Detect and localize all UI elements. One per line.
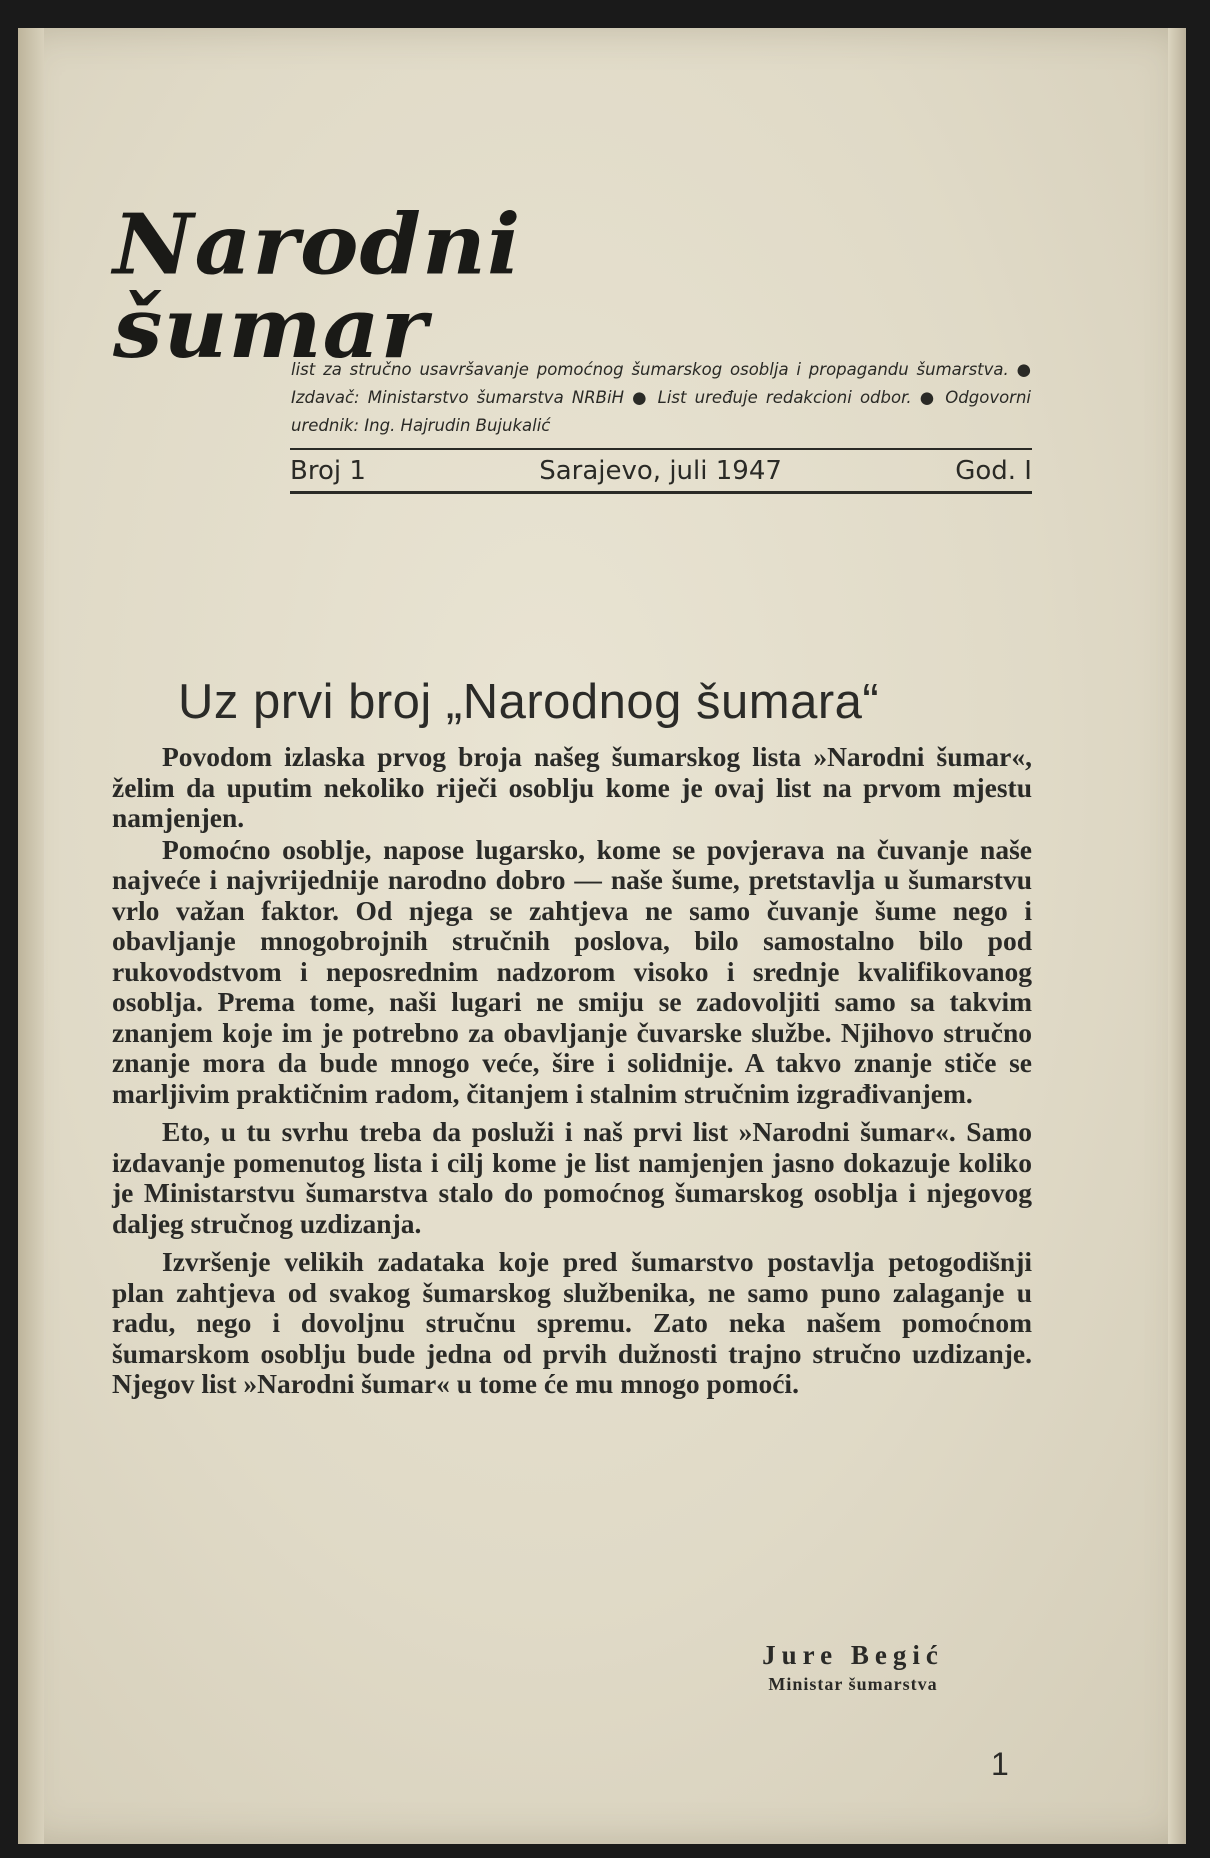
signature-name: Jure Begić [762, 1640, 944, 1670]
article-paragraph-4: Izvršenje velikih zadataka koje pred šumarstvo postavlja petogodišnji plan zahtjeva od svakog šumarskog službenika, ne samo puno zalaganje u radu, nego i dovoljnu stručnu spremu. Zato neka našem pomoćnom šumarskom osoblju bude jedna od prvih dužnosti trajno stručno uzdizanje. Njegov list »Narodni šumar« u tome će mu mnogo pomoći. [112, 1246, 1032, 1399]
issue-place-date: Sarajevo, juli 1947 [539, 455, 782, 486]
issue-year: God. I [955, 455, 1032, 486]
masthead-title: Narodni šumar [113, 194, 522, 378]
page-number: 1 [991, 1746, 1009, 1782]
article-title: Uz prvi broj „Narodnog šumara“ [178, 675, 880, 729]
signature-title: Ministar šumarstva [768, 1674, 938, 1694]
article-paragraph-2: Pomoćno osoblje, napose lugarsko, kome se povjerava na čuvanje naše najveće i najvrijednije narodno dobro — naše šume, pretstavlja u šumarstvu vrlo važan faktor. Od njega se zahtjeva ne samo čuvanje šume nego i obavljanje mnogobrojnih stručnih poslova, bilo samostalno bilo pod rukovodstvom i neposrednim nadzorom visoko i srednje kvalifikovanog osoblja. Prema tome, naši lugari ne smiju se zadovoljiti samo sa takvim znanjem koje im je potrebno za obavljanje čuvarske službe. Njihovo stručno znanje mora da bude mnogo veće, šire i solidnije. A takvo znanje stiče se marljivim praktičnim radom, čitanjem i stalnim stručnim izgrađivanjem. [112, 833, 1032, 1109]
masthead-subline: list za stručno usavršavanje pomoćnog šumarskog osoblja i propagandu šumarstva. ● Izdavač: Ministarstvo šumarstva NRBiH ● List uređuje redakcioni odbor. ● Odgovorni urednik: Ing. Hajrudin Bujukalić [291, 360, 1031, 435]
issue-bar [290, 448, 1032, 494]
document-page [18, 28, 1186, 1844]
page-binding-edge [18, 28, 44, 1844]
article-body [112, 742, 1032, 1400]
article-paragraph-3: Eto, u tu svrhu treba da posluži i naš prvi list »Narodni šumar«. Samo izdavanje pomenutog lista i cilj kome je list namjenjen jasno dokazuje koliko je Ministarstvu šumarstva stalo do pomoćnog šumarskog osoblja i njegovog daljeg stručnog uzdizanja. [112, 1116, 1032, 1239]
signature-block [718, 1639, 988, 1697]
article-paragraph-1: Povodom izlaska prvog broja našeg šumarskog lista »Narodni šumar«, želim da uputim nekoliko riječi osoblju kome je ovaj list na prvom mjestu namjenjen. [112, 741, 1032, 833]
issue-number: Broj 1 [290, 455, 366, 486]
page-outer-edge [1168, 28, 1186, 1844]
